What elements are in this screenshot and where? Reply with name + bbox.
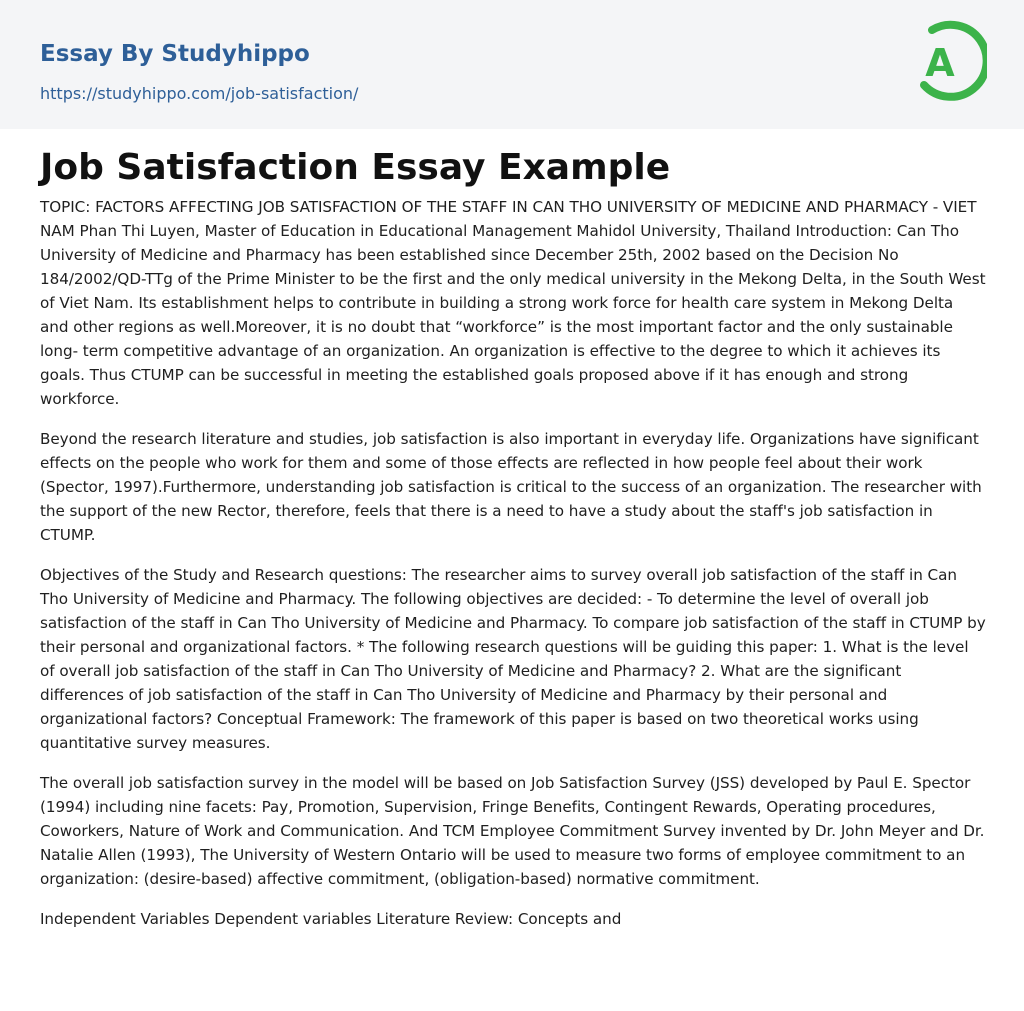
paragraph-2: Beyond the research literature and studies, job satisfaction is also important in everyday life. Organizations have significant effects on the people who work for them and some of those effects are reflected in how people feel about their work (Spector, 1997).Furthermore, understanding job satisfaction is critical to the success of an organization. The researcher with the support of the new Rector, therefore, feels that there is a need to have a study about the staff's job satisfaction in CTUMP. <box>40 430 982 544</box>
paragraph-4: The overall job satisfaction survey in the model will be based on Job Satisfaction Survey (JSS) developed by Paul E. Spector (1994) including nine facets: Pay, Promotion, Supervision, Fringe Benefits, Contingent Rewards, Operating procedures, Coworkers, Nature of Work and Communication. And TCM Employee Commitment Survey invented by Dr. John Meyer and Dr. Natalie Allen (1993), The University of Western Ontario will be used to measure two forms of employee commitment to an organization: (desire-based) affective commitment, (obligation-based) normative commitment. <box>40 774 985 888</box>
logo-letter: A <box>925 41 955 85</box>
studyhippo-a-logo-icon[interactable] <box>911 19 987 105</box>
page-title: Job Satisfaction Essay Example <box>40 147 671 188</box>
article <box>40 129 986 931</box>
paragraph-1: TOPIC: FACTORS AFFECTING JOB SATISFACTION OF THE STAFF IN CAN THO UNIVERSITY OF MEDICINE AND PHARMACY - VIET NAM Phan Thi Luyen, Master of Education in Educational Management Mahidol University, Thailand Introduction: Can Tho University of Medicine and Pharmacy has been established since December 25th, 2002 based on the Decision No 184/2002/QD-TTg of the Prime Minister to be the first and the only medical university in the Mekong Delta, in the South West of Viet Nam. Its establishment helps to contribute in building a strong work force for health care system in Mekong Delta and other regions as well.Moreover, it is no doubt that “workforce” is the most important factor and the only sustainable long- term competitive advantage of an organization. An organization is effective to the degree to which it achieves its goals. Thus CTUMP can be successful in meeting the established goals proposed above if it has enough and strong workforce. <box>40 198 986 408</box>
site-header <box>0 0 1024 129</box>
paragraph-5: Independent Variables Dependent variables Literature Review: Concepts and <box>40 910 622 928</box>
page-url-link[interactable]: https://studyhippo.com/job-satisfaction/ <box>40 84 359 103</box>
site-brand[interactable]: Essay By Studyhippo <box>40 41 310 67</box>
paragraph-3: Objectives of the Study and Research questions: The researcher aims to survey overall job satisfaction of the staff in Can Tho University of Medicine and Pharmacy. The following objectives are decided: - To determine the level of overall job satisfaction of the staff in Can Tho University of Medicine and Pharmacy. To compare job satisfaction of the staff in CTUMP by their personal and organizational factors. * The following research questions will be guiding this paper: 1. What is the level of overall job satisfaction of the staff in Can Tho University of Medicine and Pharmacy? 2. What are the significant differences of job satisfaction of the staff in Can Tho University of Medicine and Pharmacy by their personal and organizational factors? Conceptual Framework: The framework of this paper is based on two theoretical works using quantitative survey measures. <box>40 566 986 752</box>
